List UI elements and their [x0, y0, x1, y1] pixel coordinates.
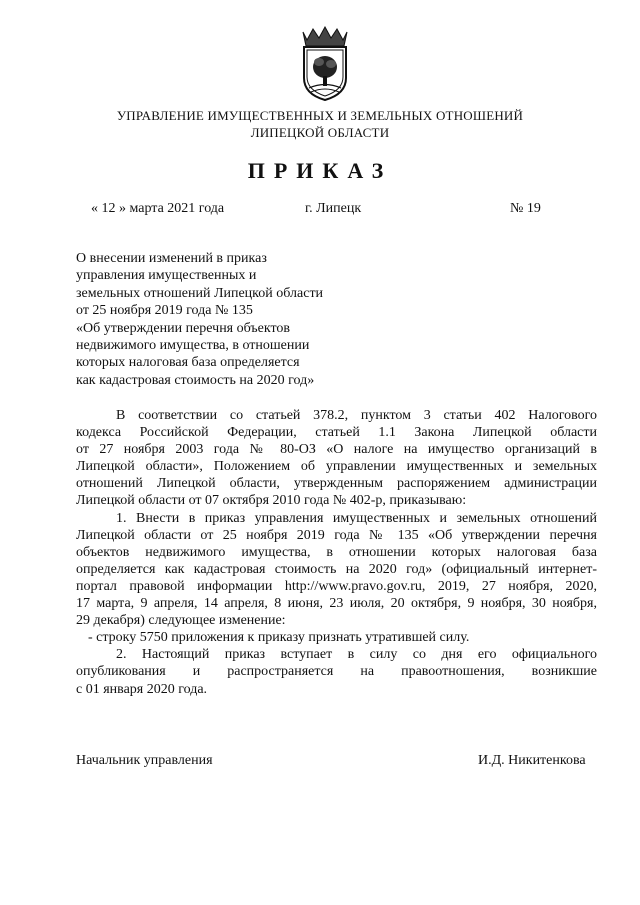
document-number: № 19: [510, 201, 541, 216]
subject-line: которых налоговая база определяется: [76, 355, 300, 371]
body-line: определяется как кадастровая стоимость на 2020 год» (официальный интернет-: [76, 561, 597, 577]
body-line: 29 декабря) следующее изменение:: [76, 613, 286, 629]
body-line: портал правовой информации http://www.pravo.gov.ru, 2019, 27 ноября, 2020,: [76, 578, 597, 594]
body-line: с 01 января 2020 года.: [76, 681, 208, 697]
body-line: 1. Внести в приказ управления имущественных и земельных отношений: [116, 510, 597, 526]
document-subject: [76, 250, 376, 389]
body-line: Липецкой области от 07 октября 2010 года № 402-р, приказываю:: [76, 493, 467, 509]
document-date: « 12 » марта 2021 года: [91, 201, 225, 216]
signatory-position: Начальник управления: [76, 753, 213, 768]
body-line: Липецкой области от 25 ноября 2019 года № 135 «Об утверждении перечня: [76, 527, 597, 543]
subject-line: О внесении изменений в приказ: [76, 251, 267, 266]
body-line: Липецкой области», Положением об управлении имущественных и земельных: [76, 459, 597, 475]
organization-name: УПРАВЛЕНИЕ ИМУЩЕСТВЕННЫХ И ЗЕМЕЛЬНЫХ ОТНОШЕНИЙ: [116, 108, 524, 123]
body-line: В соответствии со статьей 378.2, пунктом 3 статьи 402 Налогового: [116, 408, 597, 423]
subject-line: как кадастровая стоимость на 2020 год»: [76, 372, 315, 388]
body-line: 2. Настоящий приказ вступает в силу со дня его официального: [116, 647, 597, 663]
body-line: объектов недвижимого имущества, в отношении которых налоговая база: [76, 544, 597, 560]
subject-line: управления имущественных и: [76, 268, 257, 284]
subject-line: земельных отношений Липецкой области: [76, 285, 324, 301]
document-title: ПРИКАЗ: [247, 158, 393, 183]
coat-of-arms-icon: [297, 26, 353, 102]
document-city: г. Липецк: [305, 201, 362, 216]
body-line: - строку 5750 приложения к приказу признать утратившей силу.: [88, 630, 470, 646]
subject-line: «Об утверждении перечня объектов: [76, 320, 291, 336]
body-line: 17 марта, 9 апреля, 14 апреля, 8 июня, 23 июля, 20 октября, 9 ноября, 30 ноября,: [76, 596, 597, 612]
document-body: [76, 407, 597, 698]
subject-line: от 25 ноября 2019 года № 135: [76, 303, 253, 319]
organization-region: ЛИПЕЦКОЙ ОБЛАСТИ: [250, 125, 390, 140]
subject-line: недвижимого имущества, в отношении: [76, 338, 310, 354]
body-line: от 27 ноября 2003 года № 80-ОЗ «О налоге на имущество организаций в: [76, 442, 597, 458]
signatory-name: И.Д. Никитенкова: [478, 753, 586, 768]
body-line: опубликования и распространяется на правоотношения, возникшие: [76, 664, 597, 680]
body-line: отношений Липецкой области, утвержденным распоряжением администрации: [76, 476, 597, 492]
body-line: кодекса Российской Федерации, статьей 1.1 Закона Липецкой области: [76, 425, 597, 441]
